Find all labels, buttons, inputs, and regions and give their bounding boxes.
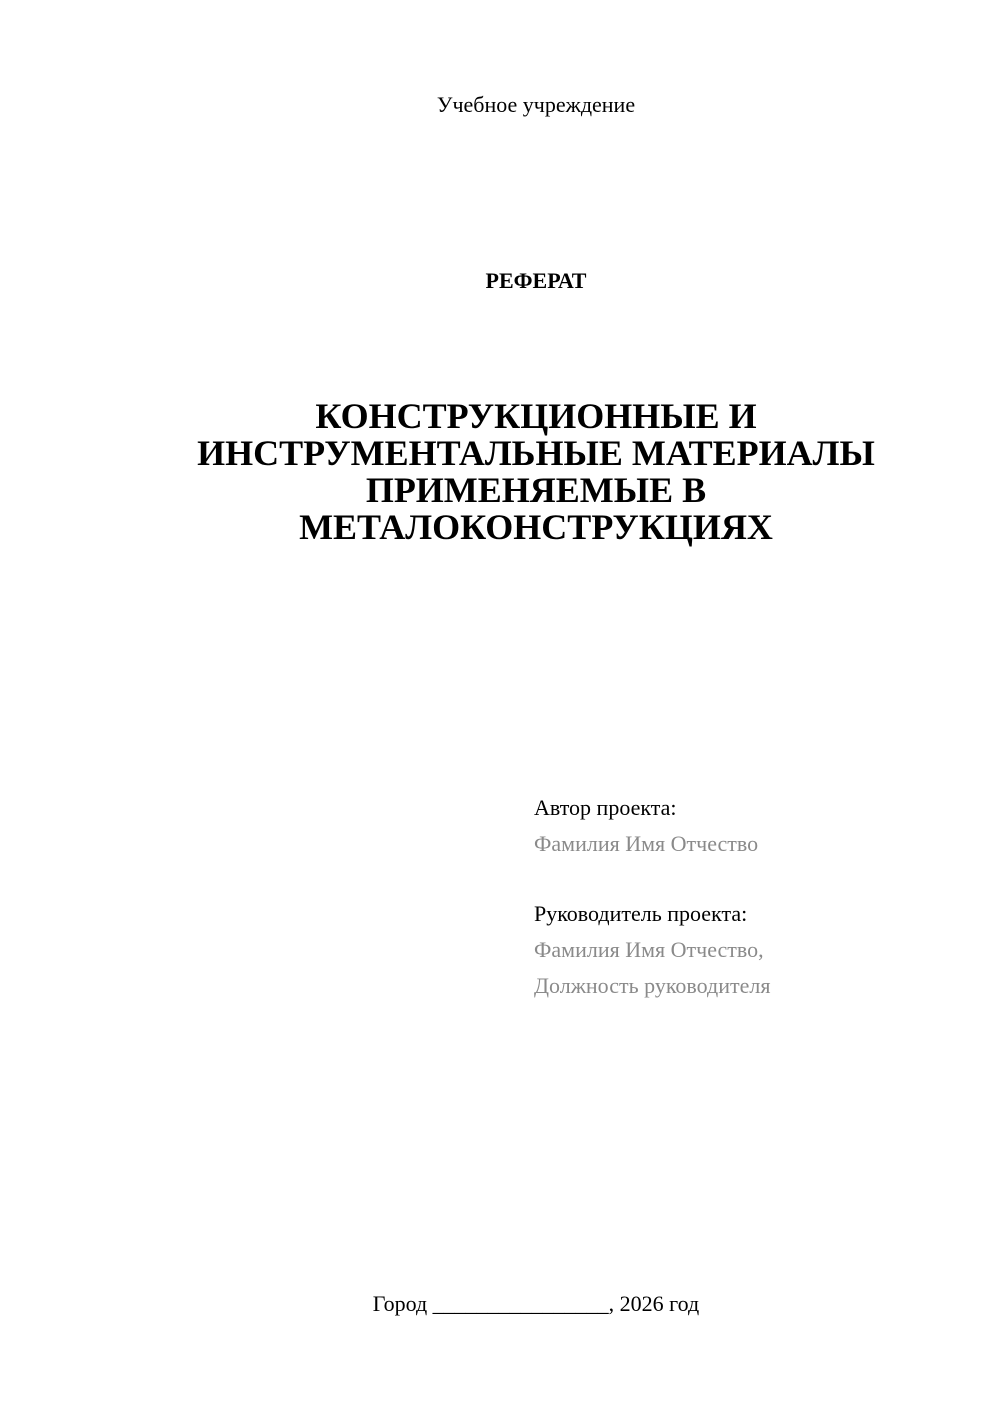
title-line: ИНСТРУМЕНТАЛЬНЫЕ МАТЕРИАЛЫ: [197, 433, 875, 473]
title-line: МЕТАЛОКОНСТРУКЦИЯХ: [299, 507, 773, 547]
supervisor-label: Руководитель проекта:: [534, 901, 748, 926]
credits-spacer: [534, 862, 974, 896]
document-type: РЕФЕРАТ: [485, 268, 587, 293]
title-line: КОНСТРУКЦИОННЫЕ И: [315, 396, 757, 436]
city-year-line: Город ________________, 2026 год: [372, 1291, 700, 1316]
author-label: Автор проекта:: [534, 795, 677, 820]
credits-block: [534, 790, 974, 1004]
supervisor-name: Фамилия Имя Отчество,: [534, 937, 764, 962]
document-title: [150, 398, 922, 546]
author-name: Фамилия Имя Отчество: [534, 831, 759, 856]
supervisor-position: Должность руководителя: [534, 973, 771, 998]
institution-name: Учебное учреждение: [436, 92, 636, 117]
title-line: ПРИМЕНЯЕМЫЕ В: [365, 470, 707, 510]
